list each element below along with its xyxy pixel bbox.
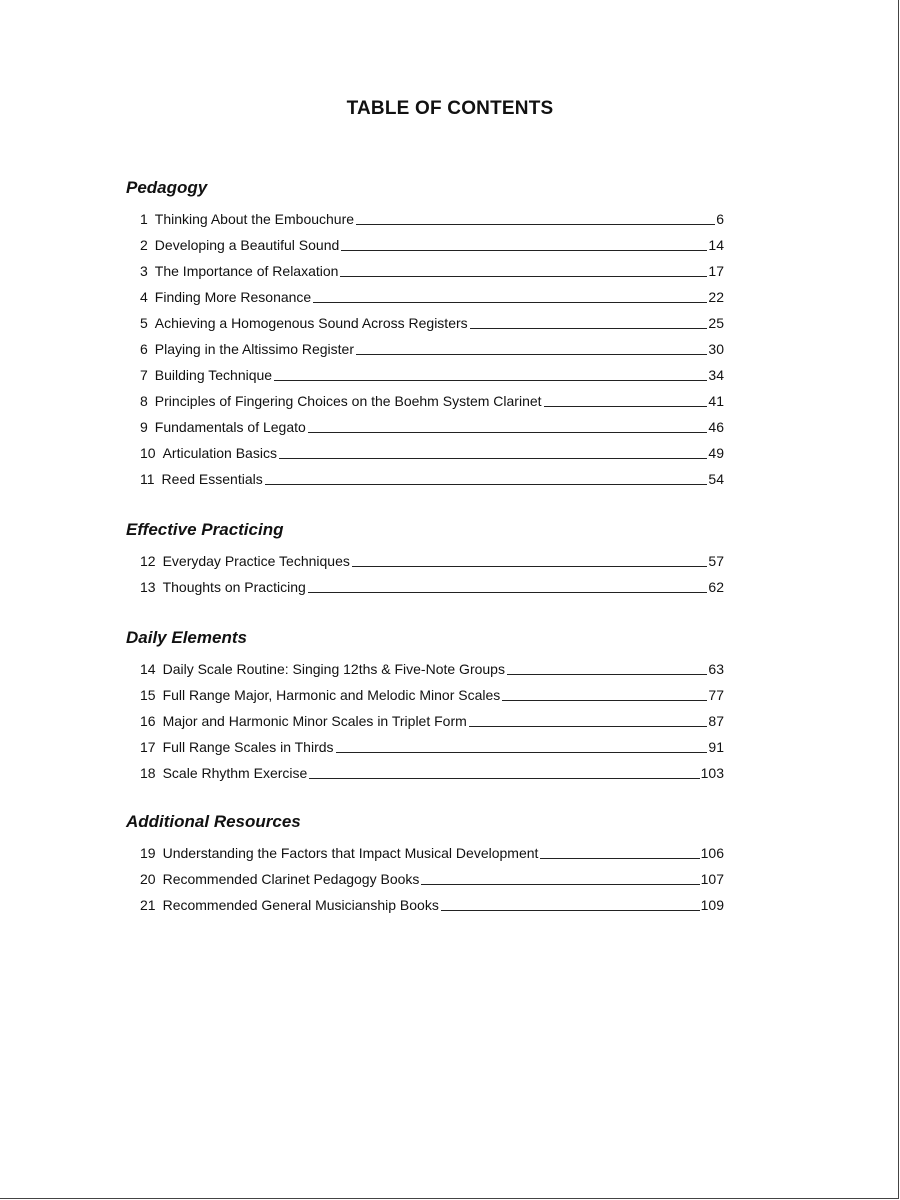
toc-entry[interactable] <box>126 888 724 914</box>
entry-title: Everyday Practice Techniques <box>162 553 350 569</box>
entry-number: 18 <box>140 765 156 781</box>
entry-title: Thinking About the Embouchure <box>154 211 355 227</box>
entry-number: 6 <box>140 341 148 357</box>
entry-number: 15 <box>140 687 156 703</box>
entry-page: 6 <box>716 211 724 227</box>
toc-entry[interactable] <box>126 704 724 730</box>
entry-title: Full Range Scales in Thirds <box>162 739 334 755</box>
entry-title: Finding More Resonance <box>154 289 312 305</box>
entry-page: 49 <box>708 445 724 461</box>
entry-page: 25 <box>708 315 724 331</box>
dot-leader <box>336 751 708 753</box>
dot-leader <box>265 483 708 485</box>
entry-title: Principles of Fingering Choices on the Boehm System Clarinet <box>154 393 542 409</box>
section-daily-elements <box>126 624 724 782</box>
entry-page: 54 <box>708 471 724 487</box>
entry-title: Articulation Basics <box>162 445 277 461</box>
section-heading: Effective Practicing <box>126 520 284 539</box>
dot-leader <box>308 591 708 593</box>
entry-title: Achieving a Homogenous Sound Across Registers <box>154 315 468 331</box>
entry-number: 12 <box>140 553 156 569</box>
entry-number: 1 <box>140 211 148 227</box>
entry-title: The Importance of Relaxation <box>154 263 339 279</box>
entry-number: 2 <box>140 237 148 253</box>
dot-leader <box>469 725 708 727</box>
dot-leader <box>356 223 715 225</box>
entry-title: Playing in the Altissimo Register <box>154 341 354 357</box>
entry-page: 30 <box>708 341 724 357</box>
entry-number: 9 <box>140 419 148 435</box>
toc-entry[interactable] <box>126 436 724 462</box>
toc-entry[interactable] <box>126 254 724 280</box>
entry-number: 14 <box>140 661 156 677</box>
toc-entry[interactable] <box>126 358 724 384</box>
dot-leader <box>502 699 707 701</box>
entry-page: 107 <box>700 871 724 887</box>
entry-number: 20 <box>140 871 156 887</box>
entry-number: 21 <box>140 897 156 913</box>
entry-page: 103 <box>700 765 724 781</box>
entry-title: Recommended General Musicianship Books <box>162 897 439 913</box>
dot-leader <box>274 379 707 381</box>
entry-number: 3 <box>140 263 148 279</box>
entry-title: Building Technique <box>154 367 273 383</box>
toc-entry[interactable] <box>126 652 724 678</box>
entry-title: Fundamentals of Legato <box>154 419 306 435</box>
entry-title: Thoughts on Practicing <box>162 579 306 595</box>
page-title: TABLE OF CONTENTS <box>346 98 554 119</box>
entry-page: 106 <box>700 845 724 861</box>
toc-entry[interactable] <box>126 756 724 782</box>
entry-page: 34 <box>708 367 724 383</box>
entry-page: 57 <box>708 553 724 569</box>
section-spacer <box>126 488 724 516</box>
entry-title: Reed Essentials <box>161 471 263 487</box>
entry-title: Understanding the Factors that Impact Musical Development <box>162 845 539 861</box>
entry-page: 91 <box>708 739 724 755</box>
entry-number: 19 <box>140 845 156 861</box>
section-heading: Pedagogy <box>126 178 208 197</box>
section-spacer <box>126 782 724 808</box>
toc-entry[interactable] <box>126 730 724 756</box>
entry-number: 4 <box>140 289 148 305</box>
entry-number: 16 <box>140 713 156 729</box>
entry-title: Scale Rhythm Exercise <box>162 765 308 781</box>
entry-page: 41 <box>708 393 724 409</box>
toc-entry[interactable] <box>126 862 724 888</box>
dot-leader <box>308 431 708 433</box>
toc-entry[interactable] <box>126 410 724 436</box>
dot-leader <box>341 249 707 251</box>
dot-leader <box>340 275 707 277</box>
entry-page: 63 <box>708 661 724 677</box>
dot-leader <box>470 327 708 329</box>
entry-number: 17 <box>140 739 156 755</box>
section-pedagogy <box>126 174 724 488</box>
dot-leader <box>356 353 707 355</box>
entry-page: 17 <box>708 263 724 279</box>
toc-entry[interactable] <box>126 306 724 332</box>
section-heading: Daily Elements <box>126 628 247 647</box>
section-spacer <box>126 596 724 624</box>
dot-leader <box>507 673 707 675</box>
entry-page: 22 <box>708 289 724 305</box>
dot-leader <box>441 909 700 911</box>
toc-entry[interactable] <box>126 836 724 862</box>
dot-leader <box>279 457 707 459</box>
table-of-contents <box>126 174 724 914</box>
entry-number: 8 <box>140 393 148 409</box>
section-heading: Additional Resources <box>126 812 301 831</box>
entry-title: Developing a Beautiful Sound <box>154 237 340 253</box>
entry-title: Recommended Clarinet Pedagogy Books <box>162 871 420 887</box>
entry-number: 11 <box>140 471 155 487</box>
section-effective-practicing <box>126 516 724 596</box>
entry-title: Major and Harmonic Minor Scales in Triplet Form <box>162 713 467 729</box>
toc-entry[interactable] <box>126 570 724 596</box>
toc-entry[interactable] <box>126 202 724 228</box>
entry-page: 46 <box>708 419 724 435</box>
entry-title: Daily Scale Routine: Singing 12ths & Five-Note Groups <box>162 661 505 677</box>
entry-page: 14 <box>708 237 724 253</box>
toc-entry[interactable] <box>126 280 724 306</box>
dot-leader <box>540 857 699 859</box>
toc-entry[interactable] <box>126 384 724 410</box>
entry-page: 62 <box>708 579 724 595</box>
toc-entry[interactable] <box>126 462 724 488</box>
toc-entry[interactable] <box>126 678 724 704</box>
toc-entry[interactable] <box>126 228 724 254</box>
entry-page: 77 <box>708 687 724 703</box>
entry-number: 13 <box>140 579 156 595</box>
toc-entry[interactable] <box>126 544 724 570</box>
entry-number: 7 <box>140 367 148 383</box>
dot-leader <box>544 405 708 407</box>
dot-leader <box>309 777 699 779</box>
entry-title: Full Range Major, Harmonic and Melodic Minor Scales <box>162 687 501 703</box>
section-additional-resources <box>126 808 724 914</box>
dot-leader <box>352 565 708 567</box>
toc-entry[interactable] <box>126 332 724 358</box>
dot-leader <box>421 883 699 885</box>
entry-page: 87 <box>708 713 724 729</box>
entry-number: 10 <box>140 445 156 461</box>
dot-leader <box>313 301 707 303</box>
entry-page: 109 <box>700 897 724 913</box>
entry-number: 5 <box>140 315 148 331</box>
